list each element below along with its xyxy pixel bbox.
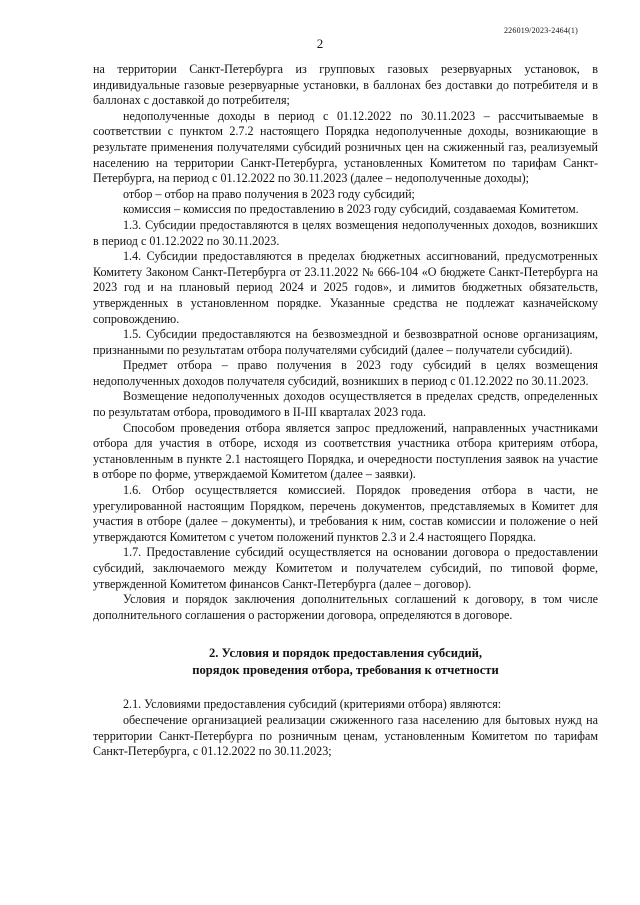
paragraph: недополученные доходы в период с 01.12.2022 по 30.11.2023 – рассчитываемые в соответствии с пунктом 2.7.2 настоящего Порядка недополученные доходы, возникающие в результате применения получателями субсидий розничных цен на сжиженный газ, реализуемый населению на территории Санкт-Петербурга, установленных Комитетом по тарифам Санкт-Петербурга, на период с 01.12.2022 по 30.11.2023 (далее – недополученные доходы); (93, 108, 598, 186)
paragraph: Возмещение недополученных доходов осуществляется в пределах средств, определенных по результатам отбора, проводимого в II-III кварталах 2023 года. (93, 389, 598, 420)
document-body (93, 62, 598, 760)
paragraph: 1.7. Предоставление субсидий осуществляется на основании договора о предоставлении субсидий, заключаемого между Комитетом и получателем субсидий, по типовой форме, утвержденной Комитетом финансов Санкт-Петербурга (далее – договор). (93, 545, 598, 591)
paragraph: обеспечение организацией реализации сжиженного газа населению для бытовых нужд на территории Санкт-Петербурга по розничным ценам, установленным Комитетом по тарифам Санкт-Петербурга, с 01.12.2022 по 30.11.2023; (93, 712, 598, 759)
paragraph: Условия и порядок заключения дополнительных соглашений к договору, в том числе дополнительного соглашения о расторжении договора, определяются в договоре. (93, 592, 598, 622)
page-number: 2 (316, 36, 324, 51)
document-registration-number: 226019/2023-2464(1) (503, 26, 578, 35)
paragraph: Способом проведения отбора является запрос предложений, направленных участниками отбора для участия в отборе, исходя из соответствия участника отбора критериям отбора, установленным в пункте 2.1 настоящего Порядка, и очередности поступления заявок на участие в отборе по форме, утверждаемой Комитетом (далее – заявки). (93, 420, 598, 482)
section-heading-line: порядок проведения отбора, требования к отчетности (192, 663, 499, 678)
paragraph: отбор – отбор на право получения в 2023 году субсидий; (123, 186, 415, 201)
paragraph: 1.3. Субсидии предоставляются в целях возмещения недополученных доходов, возникших в период с 01.12.2022 по 30.11.2023. (93, 217, 598, 248)
section-heading (93, 645, 598, 679)
paragraph: 1.6. Отбор осуществляется комиссией. Порядок проведения отбора в части, не урегулированной настоящим Порядком, перечень документов, представляемых в Комитет для участия в отборе (далее – документы), и требования к ним, состав комиссии и положение о ней утверждаются Комитетом с учетом положений пунктов 2.3 и 2.4 настоящего Порядка. (93, 483, 598, 544)
paragraph: комиссия – комиссия по предоставлению в 2023 году субсидий, создаваемая Комитетом. (123, 202, 579, 217)
paragraph: 1.5. Субсидии предоставляются на безвозмездной и безвозвратной основе организациям, признанными по результатам отбора получателями субсидий (далее – получатели субсидий). (93, 327, 598, 357)
section-heading-line: 2. Условия и порядок предоставления субсидий, (208, 646, 483, 661)
paragraph: 1.4. Субсидии предоставляются в пределах бюджетных ассигнований, предусмотренных Комитету Законом Санкт-Петербурга от 23.11.2022 № 666-104 «О бюджете Санкт-Петербурга на 2023 год и на плановый период 2024 и 2025 годов», и лимитов бюджетных обязательств, утвержденных в установленном порядке. Указанные средства не подлежат казначейскому сопровождению. (93, 249, 598, 326)
paragraph: Предмет отбора – право получения в 2023 году субсидий в целях возмещения недополученных доходов получателя субсидий, возникших в период с 01.12.2022 по 30.11.2023. (93, 358, 598, 388)
paragraph: на территории Санкт-Петербурга из групповых газовых резервуарных установок, в индивидуальные газовые резервуарные установки, в баллонах без доставки до потребителя и в баллонах с доставкой до потребителя; (93, 62, 598, 108)
paragraph: 2.1. Условиями предоставления субсидий (критериями отбора) являются: (123, 697, 502, 712)
